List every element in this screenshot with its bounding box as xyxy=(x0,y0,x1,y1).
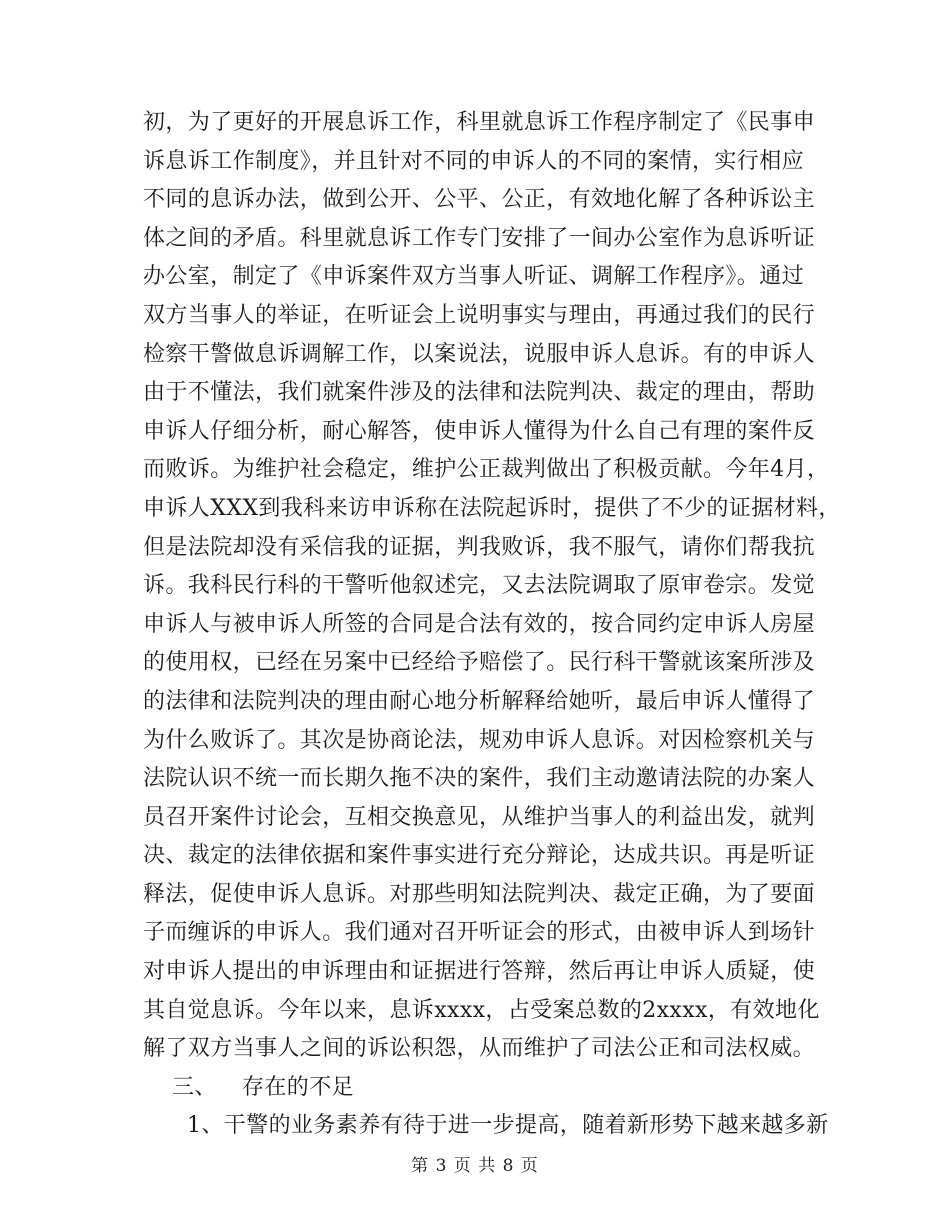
paragraph-line: 为什么败诉了。其次是协商论法，规劝申诉人息诉。对因检察机关与 xyxy=(143,727,816,753)
paragraph-line: 法院认识不统一而长期久拖不决的案件，我们主动邀请法院的办案人 xyxy=(143,766,816,792)
section-number: 三、 xyxy=(172,1074,217,1100)
paragraph-line: 子而缠诉的申诉人。我们通对召开听证会的形式，由被申诉人到场针 xyxy=(143,920,816,946)
paragraph-line: 诉息诉工作制度》，并且针对不同的申诉人的不同的案情，实行相应 xyxy=(143,148,805,174)
section-title: 存在的不足 xyxy=(242,1074,355,1100)
paragraph-line: 解了双方当事人之间的诉讼积怨，从而维护了司法公正和司法权威。 xyxy=(143,1036,816,1062)
paragraph-line: 办公室，制定了《申诉案件双方当事人听证、调解工作程序》。通过 xyxy=(143,264,805,290)
list-item: 1、干警的业务素养有待于进一步提高，随着新形势下越来越多新 xyxy=(187,1113,829,1139)
paragraph-line: 由于不懂法，我们就案件涉及的法律和法院判决、裁定的理由，帮助 xyxy=(143,380,816,406)
section-heading xyxy=(143,1069,813,1108)
paragraph-line: 的法律和法院判决的理由耐心地分析解释给她听，最后申诉人懂得了 xyxy=(143,688,816,714)
paragraph-line: 而败诉。为维护社会稳定，维护公正裁判做出了积极贡献。今年4月， xyxy=(143,457,830,483)
paragraph-line: 双方当事人的举证，在听证会上说明事实与理由，再通过我们的民行 xyxy=(143,302,816,328)
paragraph-line: 申诉人仔细分析，耐心解答，使申诉人懂得为什么自己有理的案件反 xyxy=(143,418,816,444)
paragraph-line: 员召开案件讨论会，互相交换意见，从维护当事人的利益出发，就判 xyxy=(143,804,816,830)
paragraph-line: 释法，促使申诉人息诉。对那些明知法院判决、裁定正确，为了要面 xyxy=(143,881,816,907)
paragraph-line: 不同的息诉办法，做到公开、公平、公正，有效地化解了各种诉讼主 xyxy=(143,187,816,213)
page-footer: 第 3 页 共 8 页 xyxy=(411,1156,539,1176)
paragraph-line: 的使用权，已经在另案中已经给予赔偿了。民行科干警就该案所涉及 xyxy=(143,650,816,676)
paragraph-line: 诉。我科民行科的干警听他叙述完，又去法院调取了原审卷宗。发觉 xyxy=(143,573,816,599)
paragraph-line: 决、裁定的法律依据和案件事实进行充分辩论，达成共识。再是听证 xyxy=(143,843,816,869)
paragraph-line: 体之间的矛盾。科里就息诉工作专门安排了一间办公室作为息诉听证 xyxy=(143,225,816,251)
paragraph-line: 对申诉人提出的申诉理由和证据进行答辩，然后再让申诉人质疑，使 xyxy=(143,959,816,985)
paragraph-line: 申诉人XXX到我科来访申诉称在法院起诉时，提供了不少的证据材料， xyxy=(143,495,841,521)
paragraph-line: 申诉人与被申诉人所签的合同是合法有效的，按合同约定申诉人房屋 xyxy=(143,611,816,637)
paragraph-line: 检察干警做息诉调解工作，以案说法，说服申诉人息诉。有的申诉人 xyxy=(143,341,816,367)
paragraph-line: 其自觉息诉。今年以来，息诉xxxx，占受案总数的2xxxx，有效地化 xyxy=(143,997,820,1023)
paragraph-line: 但是法院却没有采信我的证据，判我败诉，我不服气，请你们帮我抗 xyxy=(143,534,816,560)
paragraph-line: 初，为了更好的开展息诉工作，科里就息诉工作程序制定了《民事申 xyxy=(143,110,816,135)
body-text xyxy=(143,104,841,1146)
